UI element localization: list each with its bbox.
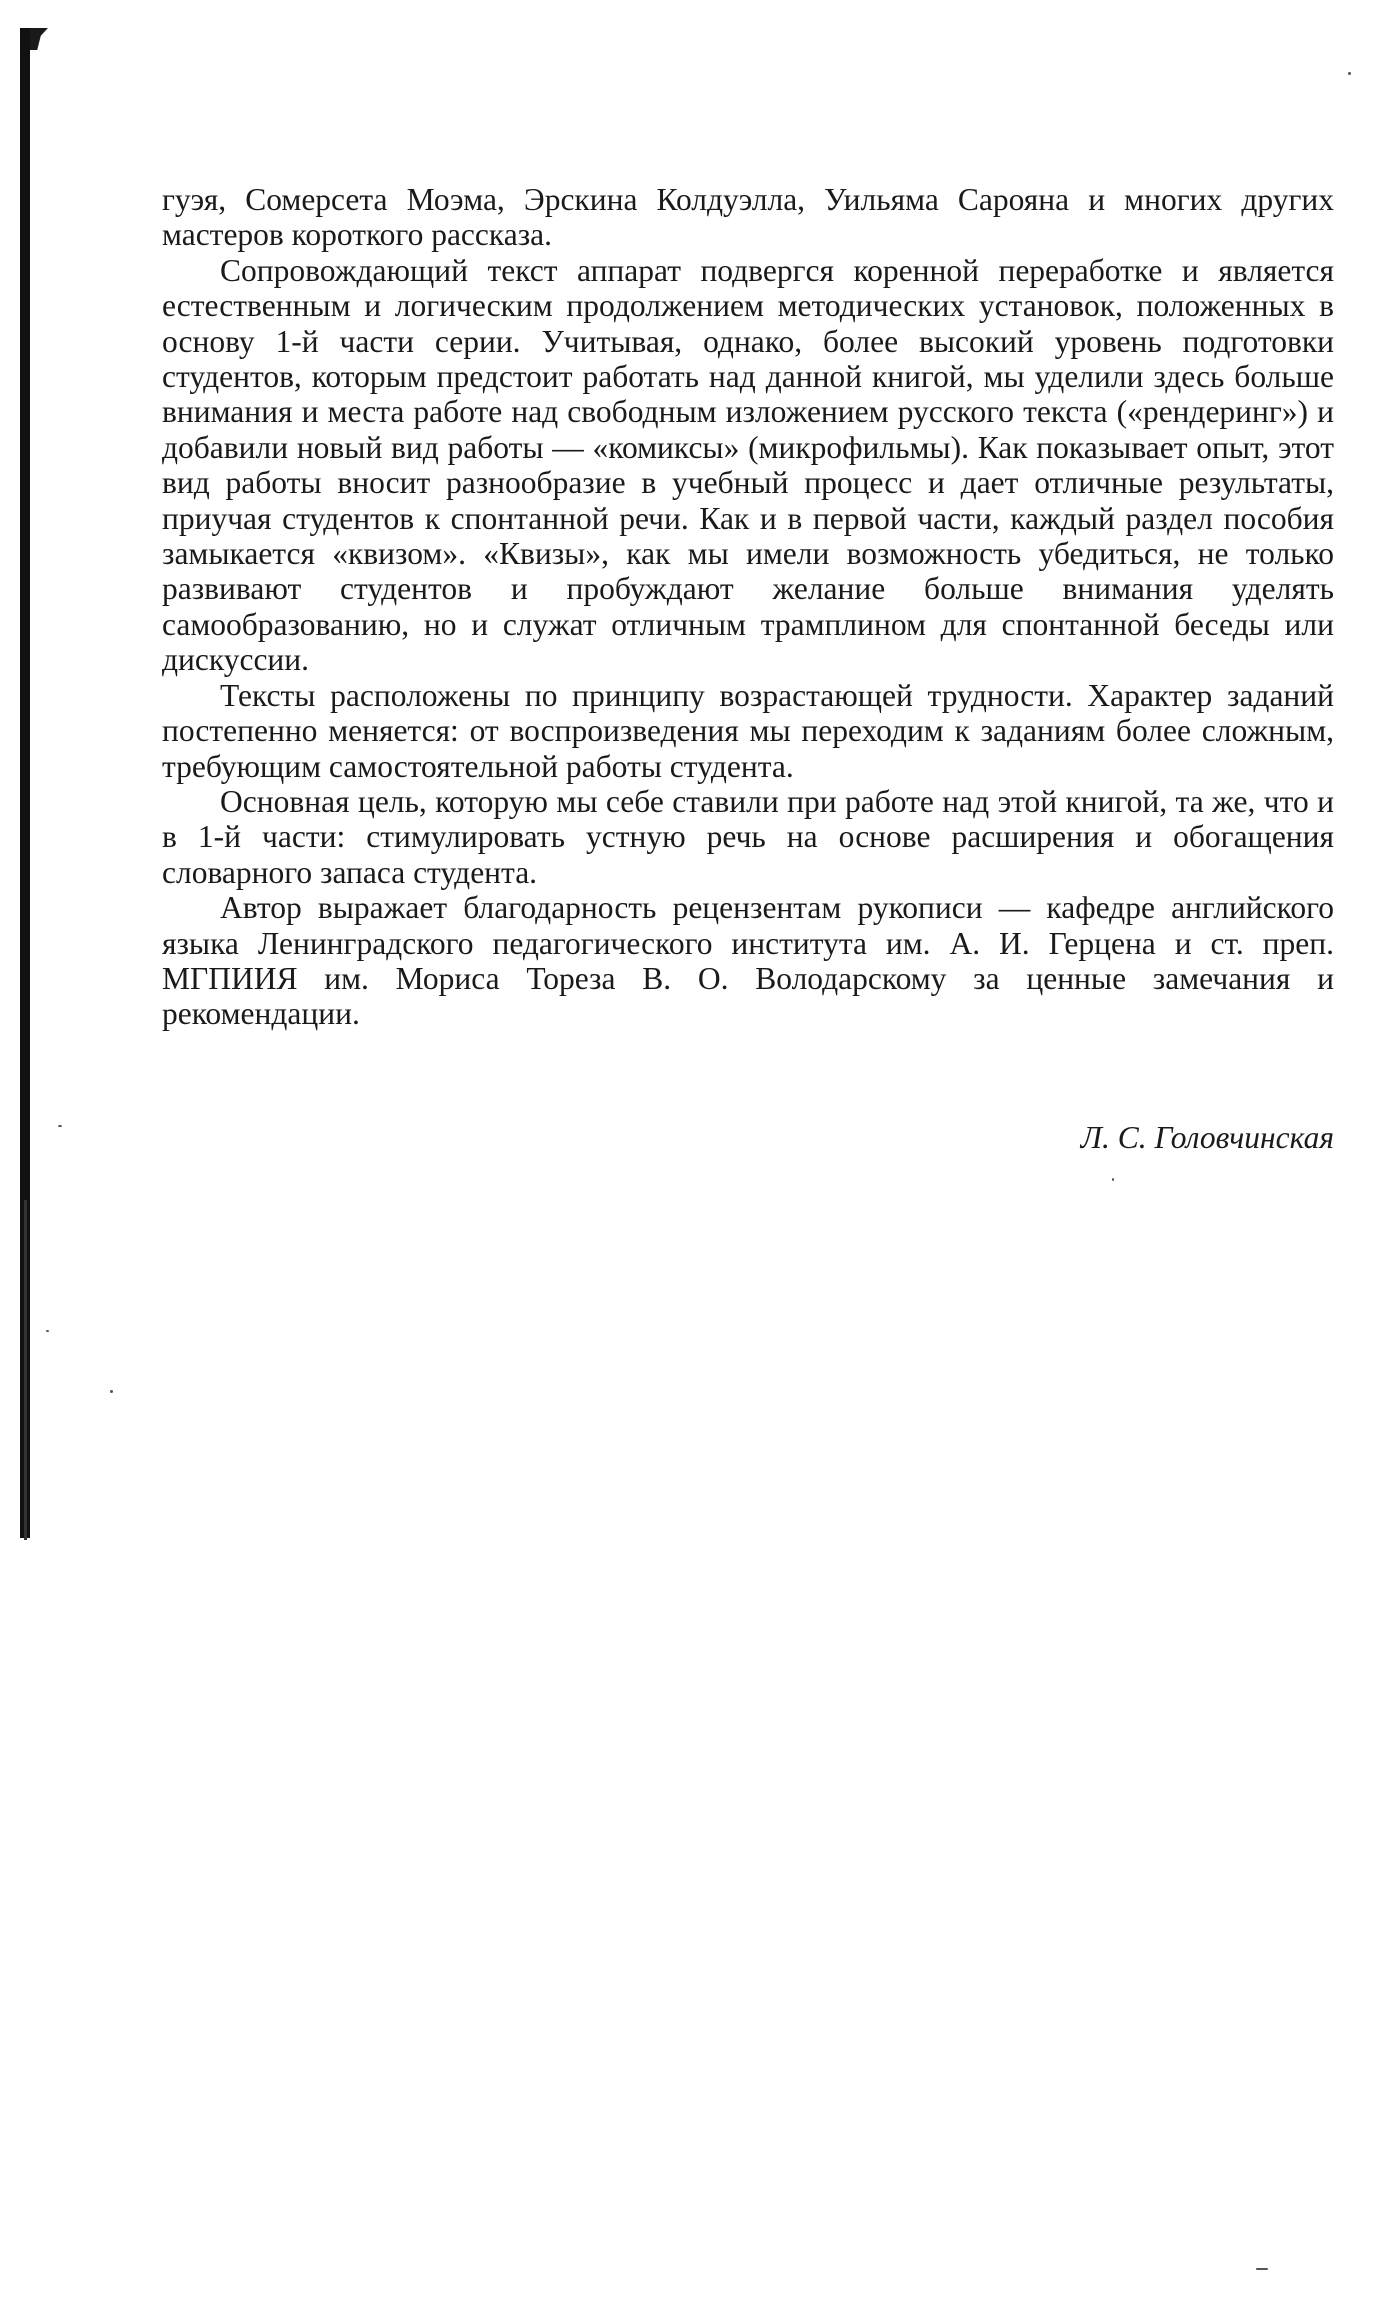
scan-speck: [1348, 72, 1351, 75]
scan-speck: [1256, 2268, 1268, 2270]
scan-speck: [58, 1125, 62, 1127]
scan-page-edge-lower: [24, 1200, 27, 1540]
author-signature: Л. С. Головчинская: [1080, 1120, 1334, 1155]
scan-speck: [110, 1390, 113, 1393]
paragraph: Автор выражает благодарность рецензентам рукописи — кафедре английского языка Ленинградского педагогического института им. А. И. Герцена и ст. преп. МГПИИЯ им. Мориса Тореза В. О. Володарскому за ценные замечания и рекомендации.: [162, 890, 1334, 1032]
scan-speck: [1112, 1178, 1114, 1181]
paragraph: Основная цель, которую мы себе ставили при работе над этой книгой, та же, что и в 1-й части: стимулировать устную речь на основе расширения и обогащения словарного запаса студента.: [162, 783, 1334, 890]
scan-corner-mark: [30, 28, 48, 50]
document-body: [162, 182, 1334, 1032]
paragraph: Тексты расположены по принципу возрастающей трудности. Характер заданий постепенно меняется: от воспроизведения мы переходим к заданиям более сложным, требующим самостоятельной работы студента.: [162, 677, 1334, 784]
paragraph: Сопровождающий текст аппарат подвергся коренной переработке и является естественным и логическим продолжением методических установок, положенных в основу 1-й части серии. Учитывая, однако, более высокий уровень подготовки студентов, которым предстоит работать над данной книгой, мы уделили здесь больше внимания и места работе над свободным изложением русского текста («рендеринг») и добавили новый вид работы — «комиксы» (микрофильмы). Как показывает опыт, этот вид работы вносит разнообразие в учебный процесс и дает отличные результаты, приучая студентов к спонтанной речи. Как и в первой части, каждый раздел пособия замыкается «квизом». «Квизы», как мы имели возможность убедиться, не только развивают студентов и пробуждают желание больше внимания уделять самообразованию, но и служат отличным трамплином для спонтанной беседы или дискуссии.: [162, 252, 1334, 678]
scan-speck: [46, 1330, 49, 1332]
paragraph: гуэя, Сомерсета Моэма, Эрскина Колдуэлла, Уильяма Сарояна и многих других мастеров короткого рассказа.: [162, 182, 1334, 253]
